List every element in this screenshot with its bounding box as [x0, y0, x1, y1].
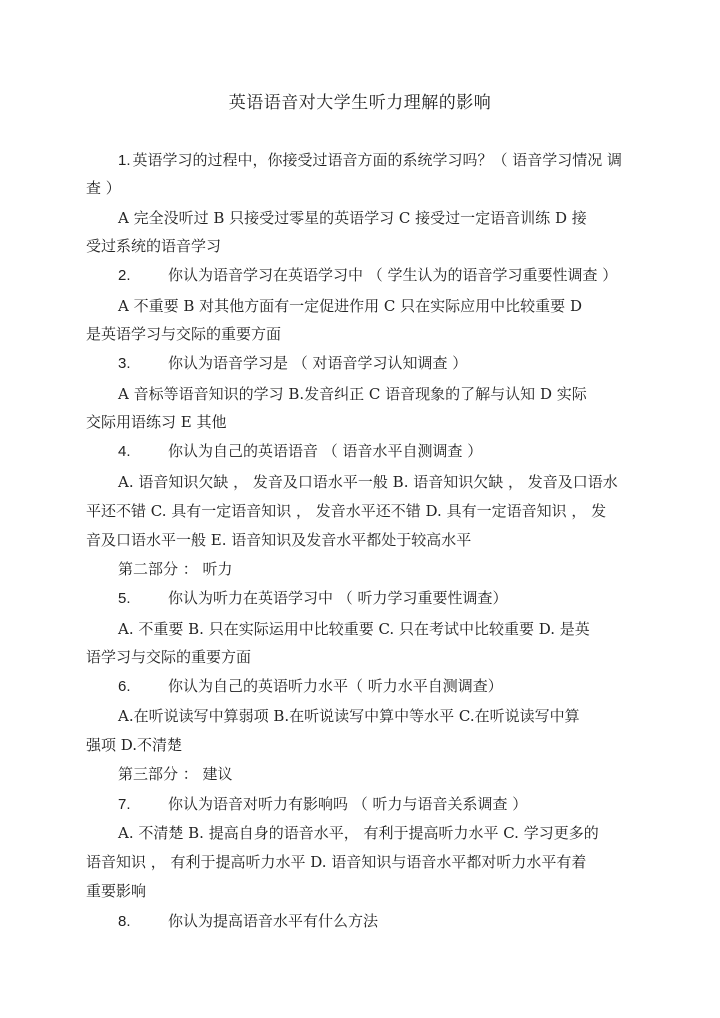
question-3-options: A 音标等语音知识的学习 B.发音纠正 C 语音现象的了解与认知 D 实际	[118, 385, 587, 403]
question-4-options-continuation-2: 音及口语水平一般 E. 语音知识及发音水平都处于较高水平	[86, 531, 472, 549]
question-number: 6.	[118, 678, 131, 695]
question-1	[118, 150, 622, 171]
question-2-options-continuation: 是英语学习与交际的重要方面	[86, 325, 282, 343]
question-text: 你认为语音对听力有影响吗 （ 听力与语音关系调查 ）	[168, 795, 528, 813]
question-number: 1.	[118, 152, 131, 169]
question-number: 5.	[118, 590, 131, 607]
question-6-options-continuation: 强项 D.不清楚	[86, 736, 183, 754]
question-text: 你认为自己的英语听力水平（ 听力水平自测调查）	[168, 677, 503, 695]
question-3-options-continuation: 交际用语练习 E 其他	[86, 413, 227, 431]
question-6	[118, 676, 503, 697]
question-5-options: A. 不重要 B. 只在实际运用中比较重要 C. 只在考试中比较重要 D. 是英	[118, 620, 590, 638]
question-2-options: A 不重要 B 对其他方面有一定促进作用 C 只在实际应用中比较重要 D	[118, 297, 582, 315]
question-4	[118, 441, 482, 462]
question-8	[118, 911, 378, 932]
section-heading-part-3: 第三部分 ： 建议	[118, 765, 233, 783]
question-text: 你认为语音学习在英语学习中 （ 学生认为的语音学习重要性调查 ）	[168, 266, 618, 284]
question-1-options: A 完全没听过 B 只接受过零星的英语学习 C 接受过一定语音训练 D 接	[118, 209, 587, 227]
question-2	[118, 265, 617, 286]
question-number: 4.	[118, 443, 131, 460]
document-title: 英语语音对大学生听力理解的影响	[228, 93, 492, 113]
question-4-options: A. 语音知识欠缺 ， 发音及口语水平一般 B. 语音知识欠缺 ， 发音及口语水	[118, 473, 618, 491]
question-text: 英语学习的过程中，你接受过语音方面的系统学习吗？（ 语音学习情况 调	[132, 151, 623, 169]
question-number: 8.	[118, 913, 131, 930]
question-text: 你认为自己的英语语音 （ 语音水平自测调查 ）	[168, 442, 483, 460]
question-7-options-continuation: 语音知识 ， 有利于提高听力水平 D. 语音知识与语音水平都对听力水平有着	[86, 853, 587, 871]
question-number: 7.	[118, 796, 131, 813]
question-1-options-continuation: 受过系统的语音学习	[86, 237, 222, 255]
question-3	[118, 353, 467, 374]
question-5	[118, 588, 508, 609]
question-text: 你认为提高语音水平有什么方法	[168, 912, 379, 930]
question-7-options: A. 不清楚 B. 提高自身的语音水平， 有利于提高听力水平 C. 学习更多的	[118, 824, 599, 842]
section-heading-part-2: 第二部分 ： 听力	[118, 560, 233, 578]
question-number: 3.	[118, 355, 131, 372]
question-number: 2.	[118, 267, 131, 284]
question-text: 你认为语音学习是 （ 对语音学习认知调查 ）	[168, 354, 468, 372]
question-7	[118, 794, 527, 815]
question-6-options: A.在听说读写中算弱项 B.在听说读写中算中等水平 C.在听说读写中算	[118, 707, 580, 725]
question-5-options-continuation: 语学习与交际的重要方面	[86, 648, 252, 666]
question-text: 你认为听力在英语学习中 （ 听力学习重要性调查）	[168, 589, 508, 607]
question-7-options-continuation-2: 重要影响	[86, 882, 147, 900]
question-1-continuation: 查 ）	[86, 179, 121, 197]
question-4-options-continuation: 平还不错 C. 具有一定语音知识 ， 发音水平还不错 D. 具有一定语音知识 ， 发	[86, 502, 607, 520]
